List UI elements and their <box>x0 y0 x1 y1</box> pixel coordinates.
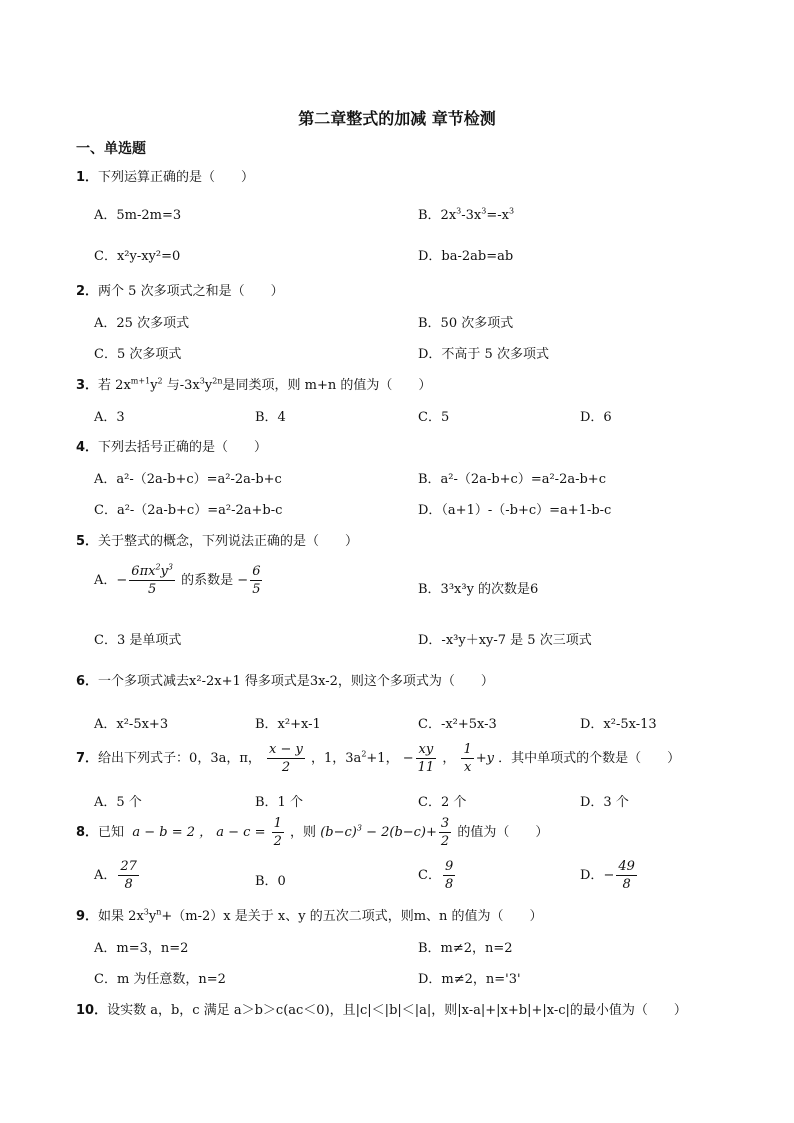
question-number: 2． <box>76 284 99 299</box>
question-stem: 给出下列式子：0，3a，π， <box>98 751 261 766</box>
option-a: A．5m-2m=3 <box>94 208 182 223</box>
option-d: D．− $\frac{49}{8}$ <box>580 859 635 892</box>
fraction: $\frac{27}{8}$ <box>120 859 137 892</box>
fraction: $\frac{49}{8}$ <box>618 859 635 892</box>
option-d: D．ba-2ab=ab <box>418 249 514 264</box>
option-d: D．x²-5x-13 <box>580 717 657 732</box>
question-stem-formula: a − b = 2 ， a − c = <box>128 825 266 840</box>
question-3 <box>76 374 431 393</box>
question-7: 7．给出下列式子：0，3a，π， $\frac{x - y}{2}$ ，1，$3a^2+1$， − $\frac{xy}{11}$ ， $\frac{1}{x}$ +y ．其中单项式的个数是（ ） <box>76 742 681 775</box>
option-a: A． $\frac{27}{8}$ <box>94 859 137 892</box>
option-d: D．m≠2，n='3' <box>418 972 521 987</box>
option-c: C．5 <box>418 410 450 425</box>
fraction: $\frac{6\pi x^2y^3}{5}$ <box>131 562 173 597</box>
option-a: A．− $\frac{6\pi x^2y^3}{5}$ 的系数是 − $\frac{6}{5}$ <box>94 562 261 597</box>
option-c: C．3 是单项式 <box>94 633 182 648</box>
question-number: 8． <box>76 825 99 840</box>
question-number: 10． <box>76 1003 108 1018</box>
option-c: C．2 个 <box>418 795 467 810</box>
question-9 <box>76 905 543 924</box>
fraction: $\frac{1}{2}$ <box>273 816 282 849</box>
question-stem: 两个 5 次多项式之和是（ ） <box>98 284 284 299</box>
option-d: D．3 个 <box>580 795 629 810</box>
option-c: C．5 次多项式 <box>94 347 182 362</box>
option-b: B．x²+x-1 <box>255 717 321 732</box>
question-stem-formula: 如果 $2x^3y^n+(m-2)$ <box>98 907 224 924</box>
question-stem: ．其中单项式的个数是（ ） <box>498 751 681 766</box>
option-d: D．不高于 5 次多项式 <box>418 347 549 362</box>
question-number: 1． <box>76 170 99 185</box>
option-d: D．（a+1）-（-b+c）=a+1-b-c <box>418 503 612 518</box>
option-a: A．25 次多项式 <box>94 316 190 331</box>
question-stem-formula: ，1，$3a^2+1$， <box>311 749 399 766</box>
option-b: B．$2x^3-3x^3=-x^3$ <box>418 206 515 223</box>
question-stem-formula: ，则 <box>290 825 317 840</box>
option-a: A．m=3，n=2 <box>94 941 189 956</box>
question-6 <box>76 670 494 689</box>
question-number: 9． <box>76 909 99 924</box>
option-a: A．5 个 <box>94 795 142 810</box>
option-b: B．a²-（2a-b+c）=a²-2a-b+c <box>418 472 606 487</box>
question-stem-formula: ， <box>442 751 456 766</box>
fraction: $\frac{6}{5}$ <box>252 564 261 597</box>
question-5 <box>76 530 358 549</box>
option-c: C．a²-（2a-b+c）=a²-2a+b-c <box>94 503 283 518</box>
question-stem-formula: $(b-c)^3 - 2(b-c)+$ <box>320 823 437 840</box>
option-b: B．3³x³y 的次数是6 <box>418 582 539 597</box>
page-title: 第二章整式的加减 章节检测 <box>298 109 496 128</box>
option-b: B．m≠2，n=2 <box>418 941 513 956</box>
question-number: 5． <box>76 534 99 549</box>
question-number: 7． <box>76 751 99 766</box>
option-b: B．0 <box>255 874 286 889</box>
fraction: $\frac{1}{x}$ <box>463 742 472 775</box>
question-10 <box>76 999 687 1018</box>
question-stem: 的值为（ ） <box>457 825 549 840</box>
question-4 <box>76 436 267 455</box>
question-stem: 下列去括号正确的是（ ） <box>98 440 268 455</box>
question-stem: 关于整式的概念，下列说法正确的是（ ） <box>98 534 359 549</box>
question-stem: 一个多项式减去x²-2x+1 得多项式是3x-2，则这个多项式为（ ） <box>98 674 494 689</box>
option-c: C． $\frac{9}{8}$ <box>418 859 454 892</box>
fraction: $\frac{x - y}{2}$ <box>269 742 303 775</box>
question-stem-formula: 若 $2x^{m+1}y^2$ 与$-3x^3y^{2n}$ <box>98 376 223 393</box>
section-heading: 一、单选题 <box>76 141 146 157</box>
question-1 <box>76 166 254 185</box>
fraction: $\frac{9}{8}$ <box>444 859 454 892</box>
fraction: $\frac{3}{2}$ <box>440 816 450 849</box>
option-c: C．-x²+5x-3 <box>418 717 497 732</box>
option-d: D．6 <box>580 410 612 425</box>
option-text: 的系数是 <box>181 573 234 588</box>
option-b: B．50 次多项式 <box>418 316 514 331</box>
option-b: B．1 个 <box>255 795 303 810</box>
option-d: D．-x³y＋xy-7 是 5 次三项式 <box>418 633 592 648</box>
question-number: 4． <box>76 440 99 455</box>
fraction: $\frac{xy}{11}$ <box>417 742 435 775</box>
question-stem: 下列运算正确的是（ ） <box>98 170 255 185</box>
question-stem: 设实数 a，b，c 满足 a＞b＞c(ac＜0)，且|c|＜|b|＜|a|，则|x-a|+|x+b|+|x-c|的最小值为（ ） <box>107 1003 687 1018</box>
option-a: A．a²-（2a-b+c）=a²-2a-b+c <box>94 472 282 487</box>
option-a: A．3 <box>94 410 125 425</box>
question-2 <box>76 280 284 299</box>
question-number: 3． <box>76 378 99 393</box>
option-a: A．x²-5x+3 <box>94 717 169 732</box>
question-stem: x 是关于 x、y 的五次二项式，则m、n 的值为（ ） <box>223 909 543 924</box>
question-stem: 已知 <box>98 825 125 840</box>
option-c: C．m 为任意数，n=2 <box>94 972 226 987</box>
option-b: B．4 <box>255 410 286 425</box>
question-stem: 是同类项，则 m+n 的值为（ ） <box>222 378 432 393</box>
question-number: 6． <box>76 674 99 689</box>
option-c: C．x²y-xy²=0 <box>94 249 181 264</box>
question-8 <box>76 815 548 850</box>
